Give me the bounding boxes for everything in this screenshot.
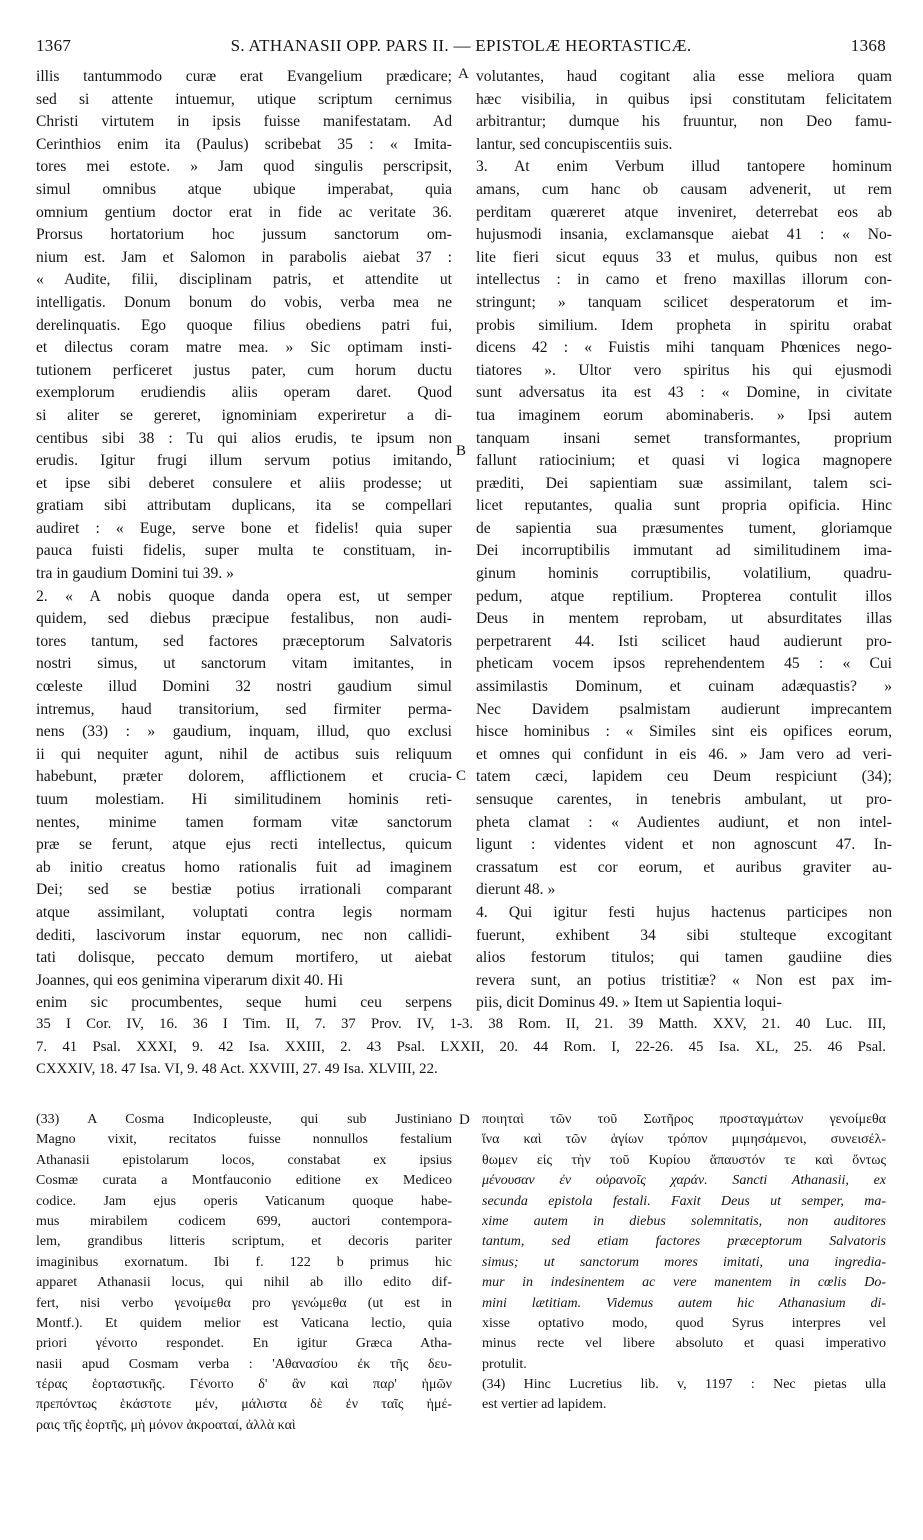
text-line: et omnes qui confidunt in eis 46. » Jam vero ad veri- [476, 745, 892, 763]
text-line: pheticam vocem ipsos reprehendentem 45 : « Cui [476, 655, 892, 673]
footnote-line: imaginibus exornatum. Ibi f. 122 b primus hic [36, 1254, 452, 1270]
text-line: probis similium. Idem propheta in spiritu orabat [476, 316, 892, 334]
text-line: atque assimilant, voluptati contra legis normam [36, 903, 452, 921]
footnote-line: priori γένοιτο respondet. En igitur Græca Atha- [36, 1336, 452, 1352]
right-text-column [476, 66, 892, 1015]
scripture-references [36, 1014, 886, 1082]
text-line: illis tantummodo curæ erat Evangelium prædicare; [36, 68, 452, 85]
text-line: hæc visibilia, in quibus ipsi constitutam felicitatem [476, 90, 892, 108]
footnote-line: (33) A Cosma Indicopleuste, qui sub Justiniano [36, 1112, 452, 1127]
reference-line: 7. 41 Psal. XXXI, 9. 42 Isa. XXIII, 2. 43 Psal. LXXII, 20. 44 Rom. I, 22-26. 45 Isa. XL, 25. 46 Psal. [36, 1038, 886, 1055]
footnote-line: xisse optativo modo, quod Syrus interpres vel [482, 1315, 886, 1331]
text-line: dicens 42 : « Fuistis mihi tanquam Phœnices nego- [476, 339, 892, 357]
text-line: assimilastis Dominum, et cuinam adæquastis? » [476, 678, 892, 696]
text-line: tores mei estote. » Jam quod singulis perscripsit, [36, 158, 452, 176]
text-line: tutionem perficeret justus pater, cum horum ductu [36, 361, 452, 379]
text-line: et ipse sibi deberet consulere et aliis prodesse; ut [36, 474, 452, 492]
text-line: revera sunt, an potius tristitiæ? « Non est pax im- [476, 971, 892, 989]
text-line: fallunt ratiocinium; et quasi vi logica magnopere [476, 452, 892, 470]
text-line: præ se ferunt, atque ejus recti intellectus, quicum [36, 836, 452, 854]
text-line: sed si attente intuemur, utique scriptum cernimus [36, 90, 452, 108]
text-line: ginum hominis corruptibilis, volatilium, quadru- [476, 565, 892, 583]
footnote-line: Cosmæ curata a Montfauconio editione ex Mediceo [36, 1173, 452, 1189]
text-line: Prorsus hortatorium hoc jussum sanctorum om- [36, 226, 452, 244]
footnote-line: Athanasii epistolarum locos, constabat ex ipsius [36, 1152, 452, 1168]
text-line: nostri simus, ut sanctorum vitam imitantes, in [36, 655, 452, 673]
text-line: erudis. Igitur frugi illum servum potius imitando, [36, 452, 452, 470]
footnote-line: xime autem in diebus solemnitatis, non auditores [482, 1213, 886, 1229]
footnote-line: simus; ut sanctorum mores imitati, una ingredia- [482, 1254, 886, 1270]
text-line: simul omnibus atque ubique imperabat, quia [36, 180, 452, 198]
text-line: fuerunt, exhibent 34 sibi stulteque excogitant [476, 926, 892, 944]
footnote-line: Montf.). Et quidem melior est Vaticana lectio, quia [36, 1315, 452, 1331]
text-line: sunt adversatus ita est 43 : « Domine, in civitate [476, 384, 892, 402]
text-line: intellectus : in camo et freno maxillas illorum con- [476, 271, 892, 289]
text-line: intremus, haud transitorium, sed firmiter perma- [36, 700, 452, 718]
footnote-line: secunda epistola festali. Faxit Deus ut semper, ma- [482, 1193, 886, 1209]
text-line: tores tantum, sed factores præceptorum Salvatoris [36, 632, 452, 650]
text-line: pheta clamat : « Audientes audiunt, et non intel- [476, 813, 892, 831]
running-title: S. ATHANASII OPP. PARS II. — EPISTOLÆ HEORTASTICÆ. [230, 36, 692, 55]
footnote-line: apparet Athanasii locus, qui nihil ab illo edito dif- [36, 1275, 452, 1291]
text-line: dierunt 48. » [476, 881, 556, 899]
text-line: alios festorum titulos; qui tamen gaudiine dies [476, 949, 892, 967]
text-line: tiatores ». Ultor vero spiritus his qui ejusmodi [476, 361, 892, 379]
text-line: Cerinthios enim ita (Paulus) scribebat 35 : « Imita- [36, 135, 452, 153]
page-number-left: 1367 [36, 36, 72, 55]
margin-letter-c: C [456, 768, 467, 784]
text-line: ab initio creatus homo rationalis fuit ad imaginem [36, 858, 452, 876]
text-line: Nec Davidem psalmistam audierunt imprecantem [476, 700, 892, 718]
margin-letter-a: A [458, 66, 469, 82]
text-line: lantur, sed concupiscentiis suis. [476, 135, 673, 153]
footnote-line: Magno vixit, recitatos fuisse nonnullos festalium [36, 1132, 452, 1148]
text-line: sensuque carentes, in tenebris ambulant, ut pro- [476, 791, 892, 808]
text-line: exemplorum erudiendis aliis operam daret. Quod [36, 384, 452, 402]
text-line: tua imaginem eorum abominaberis. » Ipsi autem [476, 406, 892, 424]
text-line: Dei incorruptibilis immutant ad similitudinem ima- [476, 542, 892, 560]
text-line: volutantes, haud cogitant alia esse meliora quam [476, 68, 892, 85]
text-line: perditam quæreret atque inveniret, deterrebat eos ab [476, 203, 892, 221]
text-line: 3. At enim Verbum illud tantopere hominum [476, 158, 892, 176]
text-line: derelinquatis. Ego quoque filius obediens patri fui, [36, 316, 452, 334]
text-line: omnium gentium doctor erat in fide ac veritate 36. [36, 203, 452, 221]
text-line: tatem cæci, lapidem ceu Deum respiciunt (34); [476, 768, 892, 786]
page-number-right: 1368 [850, 36, 886, 55]
text-line: ii qui nequiter agunt, nihil de actibus suis reliquum [36, 745, 452, 763]
footnote-line: ποιηταὶ τῶν τοῦ Σωτῆρος προσταγμάτων γενοίμεθα [482, 1112, 886, 1127]
text-line: tanquam insani semet transformantes, proprium [476, 429, 892, 447]
footnote-line: πρεπόντως ἑκάστοτε μέν, μάλιστα δὲ ἐν ταῖς ἡμέ- [36, 1397, 452, 1413]
text-line: tati dolisque, peccato demum mortifero, ut aiebat [36, 949, 452, 967]
text-line: nens (33) : » gaudium, inquam, illud, quo exclusi [36, 723, 452, 741]
text-line: audiret : « Euge, serve bone et fidelis! quia super [36, 519, 452, 537]
left-text-column [36, 66, 452, 1015]
text-line: dediti, lascivorum instar equorum, nec non callidi- [36, 926, 452, 944]
footnote-line: μένουσαν ἐν οὐρανοῖς χαράν. Sancti Athanasii, ex [482, 1173, 886, 1189]
text-line: amans, cum hanc ob causam advenerit, ut rem [476, 180, 892, 198]
footnote-line: codice. Jam ejus operis Vaticanum quoque habe- [36, 1193, 452, 1209]
text-line: intelligatis. Donum bonum do vobis, verba mea ne [36, 293, 452, 311]
footnote-line: protulit. [482, 1356, 527, 1372]
text-line: pauca fuisti fidelis, super multa te constituam, in- [36, 542, 452, 560]
text-line: stringunt; » tanquam scilicet desperatorum et im- [476, 293, 892, 311]
footnote-line: minus recte vel libere absoluto et quasi imperativo [482, 1336, 886, 1352]
text-line: præditi, Dei sapientiam suæ assimilant, talem sci- [476, 474, 892, 492]
footnote-line: mini lætitiam. Videmus autem hic Athanasium di- [482, 1295, 886, 1311]
margin-letter-d: D [459, 1112, 470, 1128]
text-line: 4. Qui igitur festi hujus hactenus participes non [476, 903, 892, 921]
text-line: cœleste illud Domini 32 nostri gaudium simul [36, 678, 452, 696]
text-line: pedum, atque reptilium. Propterea contulit illos [476, 587, 892, 605]
footnote-line: (34) Hinc Lucretius lib. v, 1197 : Nec pietas ulla [482, 1377, 886, 1393]
text-line: de sapientia sua præsumentes tument, gloriamque [476, 519, 892, 537]
text-line: tra in gaudium Domini tui 39. » [36, 565, 234, 583]
footnote-line: τέρας ἑορταστικῆς. Γένοιτο δ' ἂν καὶ παρ' ἡμῶν [36, 1377, 452, 1393]
text-line: crassatum est cor eorum, et auribus graviter au- [476, 858, 892, 876]
text-line: perpetrarent 44. Isti scilicet haud audierunt pro- [476, 632, 892, 650]
text-line: « Audite, filii, disciplinam patris, et attendite ut [36, 271, 452, 289]
text-line: et dilectus coram matre mea. » Sic optimam insti- [36, 339, 452, 357]
text-line: piis, dicit Dominus 49. » Item ut Sapientia loqui- [476, 994, 782, 1012]
footnotes-right-column [482, 1110, 886, 1416]
text-line: lite fieri sicut equus 33 et mulus, quibus non est [476, 248, 892, 266]
margin-letter-b: B [456, 443, 467, 459]
text-line: arbitrantur; dumque his fruuntur, non Deo famu- [476, 113, 892, 131]
reference-line: 35 I Cor. IV, 16. 36 I Tim. II, 7. 37 Prov. IV, 1-3. 38 Rom. II, 21. 39 Matth. XXV, 21. 40 Luc. III, [36, 1016, 886, 1032]
footnote-line: ραις τῆς ἑορτῆς, μὴ μόνον ἀκροαταί, ἀλλὰ καὶ [36, 1417, 296, 1433]
text-line: gratiam sibi attributam duplicans, ita se compellari [36, 497, 452, 515]
text-line: si aliter se gereret, ignominiam experiretur a di- [36, 406, 452, 424]
text-line: tuum molestiam. Hi similitudinem hominis reti- [36, 791, 452, 808]
footnote-line: lem, grandibus litteris scriptum, et decoris pariter [36, 1234, 452, 1250]
text-line: Joannes, qui eos genimina viperarum dixit 40. Hi [36, 971, 344, 989]
text-line: Deus in mentem reprobam, ut absurditates illas [476, 610, 892, 628]
text-line: 2. « A nobis quoque danda opera est, ut semper [36, 587, 452, 605]
footnote-line: est vertier ad lapidem. [482, 1397, 607, 1413]
text-line: Dei; sed se bestiæ potius irrationali comparant [36, 881, 452, 899]
text-line: nentes, minime tamen formam vitæ sanctorum [36, 813, 452, 831]
footnote-line: ἵνα καὶ τῶν ἁγίων τρόπον μιμησάμενοι, συνεισέλ- [482, 1132, 886, 1148]
text-line: habebunt, præter dolorem, afflictionem et crucia- [36, 768, 452, 786]
text-line: hujusmodi insania, exclamansque aiebat 41 : « No- [476, 226, 892, 244]
text-line: licet reputantes, qualia sunt propria opificia. Hinc [476, 497, 892, 515]
footnote-line: nasii apud Cosmam verba : 'Αθανασίου ἐκ τῆς δευ- [36, 1356, 452, 1372]
footnote-line: fert, nisi verbo γενοίμεθα pro γενώμεθα (ut est in [36, 1295, 452, 1311]
footnotes-left-column [36, 1110, 452, 1436]
text-line: enim sic procumbentes, seque humi ceu serpens [36, 994, 452, 1012]
footnote-line: tantum, sed etiam factores præceptorum Salvatoris [482, 1234, 886, 1250]
footnote-line: mur in indesinentem ac vere manentem in cœlis Do- [482, 1275, 886, 1291]
text-line: quidem, sed diebus præcipue festalibus, non audi- [36, 610, 452, 628]
footnote-line: mus mirabilem codicem 699, auctori contemporа- [36, 1213, 452, 1229]
text-line: nium est. Jam et Salomon in parabolis aiebat 37 : [36, 248, 452, 266]
text-line: ligunt : videntes vident et non agnoscunt 47. In- [476, 836, 892, 854]
text-line: Christi virtutem in ipsis fuisse manifestatam. Ad [36, 113, 452, 131]
running-header [36, 36, 886, 60]
text-line: hisce hominibus : « Similes sint eis opifices eorum, [476, 723, 892, 741]
text-line: centibus sibi 38 : Tu qui alios erudis, te ipsum non [36, 429, 452, 447]
reference-line: CXXXIV, 18. 47 Isa. VI, 9. 48 Act. XXVIII, 27. 49 Isa. XLVIII, 22. [36, 1061, 438, 1078]
footnote-line: θωμεν εἰς τὴν τοῦ Κυρίου ἄπαυστόν τε καὶ ὄντως [482, 1152, 886, 1168]
